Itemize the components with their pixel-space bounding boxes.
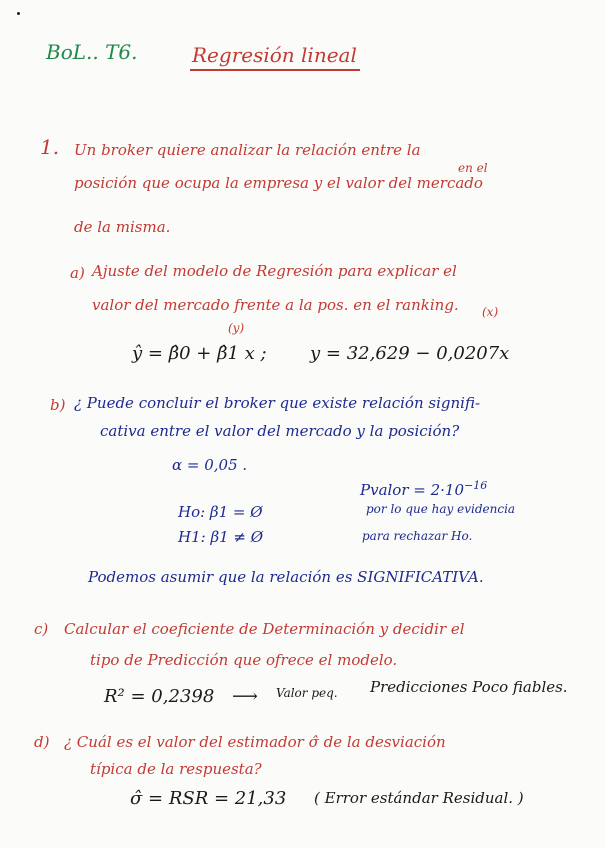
regression-general-formula: ŷ = β̂0 + β̂1 x ; (132, 343, 267, 364)
part-b-line-2: cativa entre el valor del mercado y la posición? (100, 422, 460, 440)
part-d-label: d) (34, 733, 50, 751)
r-squared-value: R² = 0,2398 (104, 686, 215, 707)
significance-level: α = 0,05 . (172, 456, 248, 474)
question-1-insert: en el (458, 161, 488, 175)
sigma-note: ( Error estándar Residual. ) (314, 789, 524, 807)
ink-dot (17, 12, 20, 15)
part-c-line-1: Calcular el coeficiente de Determinación y decidir el (64, 620, 465, 638)
part-a-label: a) (70, 264, 85, 282)
part-c-line-2: tipo de Predicción que ofrece el modelo. (90, 651, 398, 669)
part-d-line-1: ¿ Cuál es el valor del estimador σ̂ de la desviación (64, 733, 446, 751)
p-value-reason-1: por lo que hay evidencia (366, 502, 516, 516)
p-value: Pvalor = $2\cdot 10^{-16}$ (360, 479, 488, 499)
arrow: ⟶ (232, 686, 258, 707)
part-a-line-2: valor del mercado frente a la pos. en el ranking. (92, 296, 459, 314)
part-a-y-note: (y) (228, 321, 245, 335)
p-value-reason-2: para rechazar Ho. (362, 529, 473, 543)
alternative-hypothesis: H1: β1 ≠ Ø (178, 528, 264, 546)
regression-fitted-formula: y = 32,629 − 0,0207x (310, 343, 510, 364)
sigma-estimate: σ̂ = RSR = 21,33 (130, 788, 287, 809)
title-underline (190, 69, 360, 71)
part-d-line-2: típica de la respuesta? (90, 760, 262, 778)
null-hypothesis: Ho: β1 = Ø (178, 503, 263, 521)
question-1-number: 1. (40, 135, 60, 159)
page-title: Regresión lineal (192, 43, 357, 67)
part-a-line-1: Ajuste del modelo de Regresión para explicar el (92, 262, 457, 280)
significance-conclusion: Podemos asumir que la relación es SIGNIFICATIVA. (88, 568, 484, 586)
small-value-note: Valor peq. (276, 686, 338, 700)
bulletin-label: BoL.. T6. (46, 40, 138, 64)
question-1-line-3: de la misma. (74, 218, 171, 236)
question-1-line-1: Un broker quiere analizar la relación entre la (74, 141, 421, 159)
part-b-line-1: ¿ Puede concluir el broker que existe relación signifi- (74, 394, 481, 412)
part-c-label: c) (34, 620, 49, 638)
part-a-x-note: (x) (482, 305, 499, 319)
prediction-conclusion: Predicciones Poco fiables. (370, 678, 568, 696)
part-b-label: b) (50, 396, 66, 414)
question-1-line-2: posición que ocupa la empresa y el valor del mercado (74, 174, 483, 192)
